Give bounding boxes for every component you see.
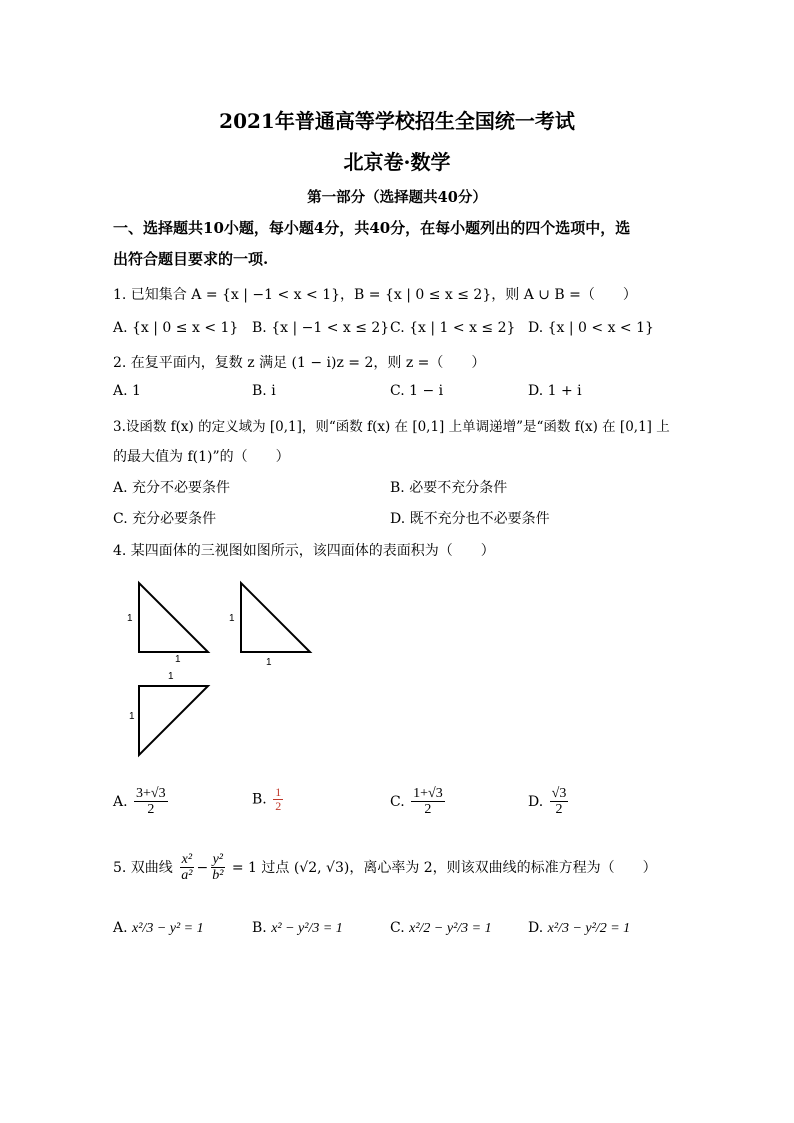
- option-expression: x²/2 − y²/3 = 1: [409, 921, 492, 936]
- question-1-option-d: D. {x | 0 < x < 1}: [528, 320, 654, 336]
- question-3-stem-line2: 的最大值为 f(1)”的（ ）: [113, 449, 290, 465]
- question-2-option-d: D. 1 + i: [528, 383, 582, 399]
- fraction-denominator: 2: [147, 802, 155, 818]
- question-5-suffix: = 1 过点 (√2, √3)，离心率为 2，则该双曲线的标准方程为（ ）: [231, 859, 657, 876]
- option-label: A.: [113, 793, 128, 810]
- question-5-prefix: 5. 双曲线: [113, 859, 173, 876]
- minus-sign: −: [196, 859, 209, 876]
- option-label: C.: [390, 920, 405, 936]
- fraction: [134, 786, 168, 818]
- question-2-stem: 2. 在复平面内，复数 z 满足 (1 − i)z = 2，则 z =（ ）: [113, 355, 486, 371]
- fraction: [273, 786, 283, 813]
- question-5-option-b: [252, 920, 343, 937]
- fraction-denominator: 2: [555, 802, 563, 818]
- question-5-option-a: [113, 920, 204, 937]
- fraction-denominator: a²: [181, 868, 193, 884]
- section-instructions-line2: 出符合题目要求的一项.: [113, 250, 269, 268]
- option-expression: x²/3 − y² = 1: [132, 921, 204, 936]
- question-3-option-c: C. 充分必要条件: [113, 511, 217, 527]
- option-expression: x² − y²/3 = 1: [271, 921, 343, 936]
- exam-title: 2021年普通高等学校招生全国统一考试: [219, 109, 575, 133]
- question-4-option-c: [390, 786, 447, 818]
- fraction-y-over-b: [210, 852, 225, 884]
- front-view-width-label: 1: [175, 654, 181, 665]
- section-instructions-line1: 一、选择题共10小题，每小题4分，共40分，在每小题列出的四个选项中，选: [113, 219, 631, 237]
- side-view-width-label: 1: [266, 657, 272, 668]
- option-label: C.: [390, 793, 405, 810]
- option-label: B.: [252, 791, 267, 808]
- option-label: D.: [528, 920, 544, 936]
- question-3-stem-line1: 3.设函数 f(x) 的定义域为 [0,1]，则“函数 f(x) 在 [0,1] 上单调递增”是“函数 f(x) 在 [0,1] 上: [113, 419, 670, 435]
- question-3-option-b: B. 必要不充分条件: [390, 480, 508, 496]
- question-4-option-a: [113, 786, 170, 818]
- fraction-denominator: b²: [212, 868, 224, 884]
- question-1-option-a: A. {x | 0 ≤ x < 1}: [113, 320, 239, 336]
- fraction-numerator: y²: [212, 852, 224, 867]
- question-2-option-c: C. 1 − i: [390, 383, 444, 399]
- option-label: D.: [528, 793, 544, 810]
- front-view-height-label: 1: [127, 613, 133, 624]
- top-view-triangle: [139, 686, 208, 755]
- top-view-width-label: 1: [168, 671, 174, 682]
- question-5-option-d: [528, 920, 630, 937]
- fraction-numerator: 1: [275, 785, 282, 799]
- fraction-numerator: √3: [551, 786, 567, 801]
- option-label: B.: [252, 920, 267, 936]
- question-3-option-d: D. 既不充分也不必要条件: [390, 511, 550, 527]
- question-4-stem: 4. 某四面体的三视图如图所示，该四面体的表面积为（ ）: [113, 543, 495, 559]
- fraction-numerator: 1+√3: [413, 786, 443, 801]
- side-view-height-label: 1: [229, 613, 235, 624]
- question-2-option-b: B. i: [252, 383, 276, 399]
- front-view-triangle: [139, 583, 208, 652]
- fraction-denominator: 2: [424, 802, 432, 818]
- question-5-option-c: [390, 920, 492, 937]
- question-5-stem: [113, 852, 657, 884]
- fraction-x-over-a: [179, 852, 194, 884]
- fraction-denominator: 2: [275, 799, 282, 814]
- question-4-option-b: [252, 786, 285, 813]
- question-1-option-c: C. {x | 1 < x ≤ 2}: [390, 320, 516, 336]
- fraction-numerator: x²: [181, 852, 193, 867]
- question-1-option-b: B. {x | −1 < x ≤ 2}: [252, 320, 390, 336]
- question-1-stem: 1. 已知集合 A = {x | −1 < x < 1}，B = {x | 0 ≤ x ≤ 2}，则 A ∪ B =（ ）: [113, 287, 637, 303]
- fraction-numerator: 3+√3: [136, 786, 166, 801]
- fraction: [550, 786, 569, 818]
- question-2-option-a: A. 1: [113, 383, 141, 399]
- side-view-triangle: [241, 583, 310, 652]
- fraction: [411, 786, 445, 818]
- option-label: A.: [113, 920, 128, 936]
- option-expression: x²/3 − y²/2 = 1: [547, 921, 631, 936]
- exam-subtitle: 北京卷·数学: [343, 150, 451, 174]
- question-3-option-a: A. 充分不必要条件: [113, 480, 231, 496]
- top-view-height-label: 1: [129, 711, 135, 722]
- part-title: 第一部分（选择题共40分）: [307, 189, 487, 206]
- question-4-option-d: [528, 786, 570, 818]
